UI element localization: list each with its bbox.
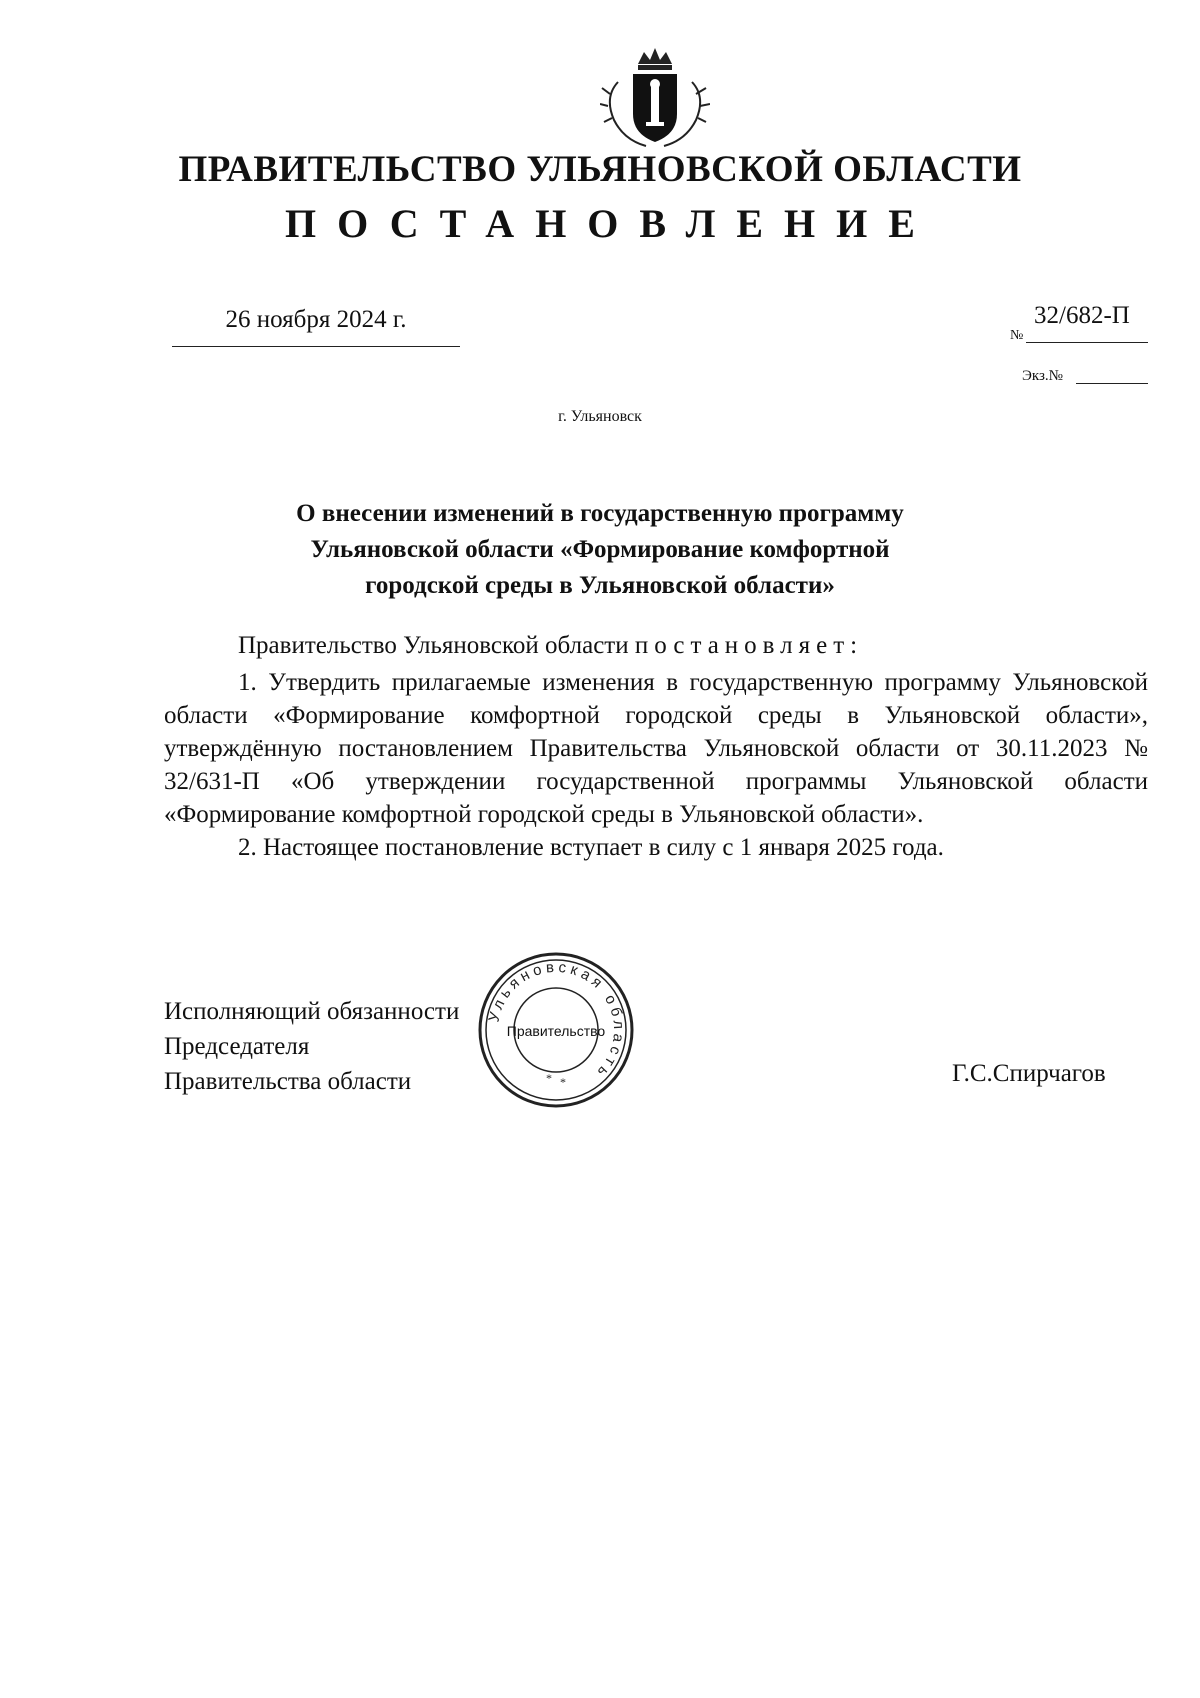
preamble-verb: постановляет: xyxy=(634,632,864,659)
document-title xyxy=(250,496,950,604)
document-body xyxy=(164,666,1148,864)
document-type: ПОСТАНОВЛЕНИЕ xyxy=(285,201,936,246)
svg-text:Ульяновская область: Ульяновская область xyxy=(485,958,628,1084)
preamble xyxy=(238,632,863,660)
title-line: городской среды в Ульяновской области» xyxy=(365,572,835,599)
document-date: 26 ноября 2024 г. xyxy=(225,306,407,333)
stamp-center-text: Правительство xyxy=(506,1023,606,1039)
title-line: Ульяновской области «Формирование комфортной xyxy=(310,536,890,563)
position-line: Правительства области xyxy=(164,1068,412,1095)
paragraph-2: 2. Настоящее постановление вступает в силу с 1 января 2025 года. xyxy=(238,834,944,861)
organization-name: ПРАВИТЕЛЬСТВО УЛЬЯНОВСКОЙ ОБЛАСТИ xyxy=(178,149,1022,190)
city: г. Ульяновск xyxy=(558,408,642,425)
copy-number-underline xyxy=(1076,383,1148,384)
ulyanovsk-coat-of-arms-icon xyxy=(600,42,710,152)
number-sign: № xyxy=(1010,328,1024,343)
position-line: Исполняющий обязанности xyxy=(164,998,460,1025)
title-line: О внесении изменений в государственную программу xyxy=(296,500,904,527)
svg-text:*: * xyxy=(546,1071,552,1085)
copy-number-label: Экз.№ xyxy=(1022,368,1063,384)
signatory-position xyxy=(164,994,459,1099)
svg-text:*: * xyxy=(560,1075,566,1089)
signatory-name: Г.С.Спирчагов xyxy=(952,1060,1106,1087)
position-line: Председателя xyxy=(164,1033,310,1060)
number-underline xyxy=(1026,342,1148,343)
preamble-subject: Правительство Ульяновской области xyxy=(238,632,629,659)
document-number: 32/682-П xyxy=(1034,302,1130,329)
date-underline xyxy=(172,346,460,347)
paragraph-1: 1. Утвердить прилагаемые изменения в государственную программу Ульяновской области «Формирование комфортной городской среды в Ульяновской области», утверждённую постановлением Правительства Ульяновской области от 30.11.2023 № 32/631-П «Об утверждении государственной программы Ульяновской области «Формирование комфортной городской среды в Ульяновской области». xyxy=(164,669,1148,828)
